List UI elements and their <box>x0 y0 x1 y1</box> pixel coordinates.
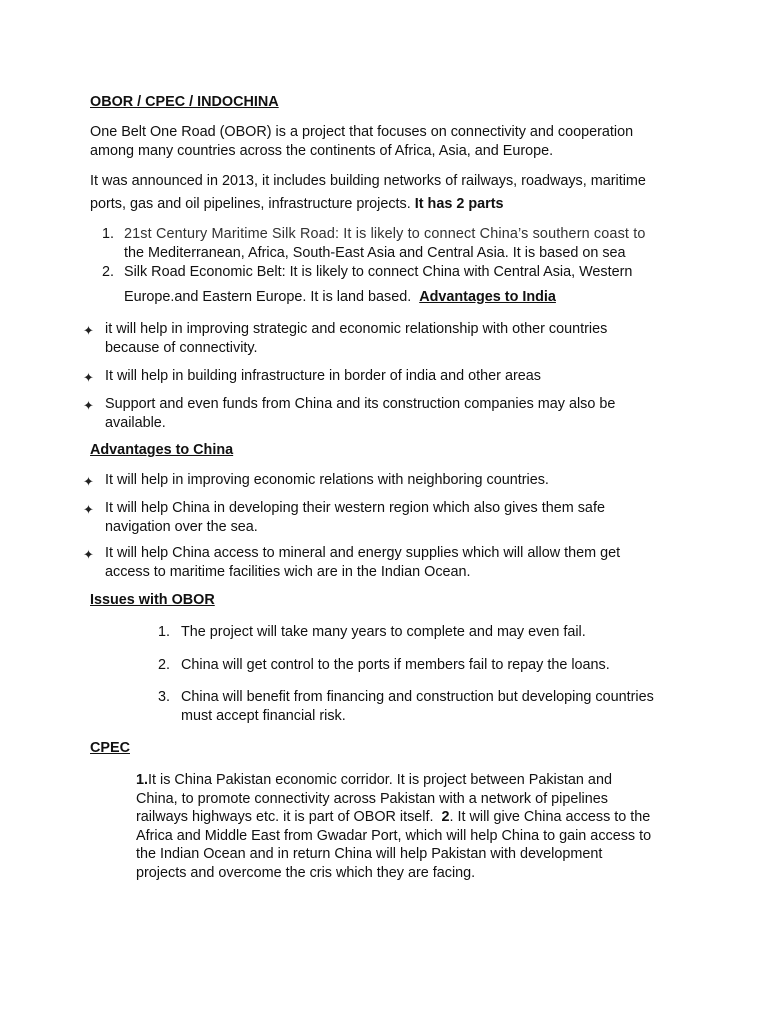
issue-2-number: 2. <box>158 657 171 673</box>
document-title: OBOR / CPEC / INDOCHINA <box>90 94 279 110</box>
intro-paragraph-2 <box>90 170 680 216</box>
cpec-line-2: China, to promote connectivity across Pakistan with a network of pipelines <box>136 791 608 807</box>
china-bullet-3-line1: It will help China access to mineral and energy supplies which will allow them get <box>105 545 621 561</box>
cpec-heading: CPEC <box>90 740 130 756</box>
cpec-line-4: Africa and Middle East from Gwadar Port, which will help China to gain access to <box>136 828 652 844</box>
issues-heading: Issues with OBOR <box>90 592 215 608</box>
cpec-number-2: 2 <box>441 809 450 825</box>
issue-3-line1: China will benefit from financing and construction but developing countries <box>181 689 654 705</box>
parts-item-2-number: 2. <box>102 264 115 280</box>
bullet-icon: ✦ <box>83 370 94 385</box>
advantages-india-heading: Advantages to India <box>419 289 556 305</box>
china-bullet-2-line2: navigation over the sea. <box>105 519 258 535</box>
parts-item-2-line2 <box>124 288 556 307</box>
intro-paragraph-2-bold: It has 2 parts <box>414 196 504 212</box>
bullet-icon: ✦ <box>83 323 94 338</box>
cpec-line-6: projects and overcome the cris which they are facing. <box>136 865 476 881</box>
advantages-china-heading: Advantages to China <box>90 442 234 458</box>
parts-item-1-line1: 21st Century Maritime Silk Road: It is likely to connect China’s southern coast to <box>124 226 646 242</box>
cpec-line-1 <box>136 771 612 790</box>
cpec-line-5: the Indian Ocean and in return China will help Pakistan with development <box>136 846 603 862</box>
issue-2-line1: China will get control to the ports if members fail to repay the loans. <box>181 657 610 673</box>
issue-1-number: 1. <box>158 624 171 640</box>
india-bullet-2-line1: It will help in building infrastructure in border of india and other areas <box>105 368 541 384</box>
china-bullet-1-line1: It will help in improving economic relations with neighboring countries. <box>105 472 549 488</box>
india-bullet-3-line1: Support and even funds from China and its construction companies may also be <box>105 396 616 412</box>
cpec-number-1: 1. <box>136 772 149 788</box>
parts-item-2-line1: Silk Road Economic Belt: It is likely to connect China with Central Asia, Western <box>124 264 633 280</box>
cpec-line-3-text-a: railways highways etc. it is part of OBOR itself. <box>136 809 434 825</box>
bullet-icon: ✦ <box>83 547 94 562</box>
issue-3-number: 3. <box>158 689 171 705</box>
india-bullet-1-line2: because of connectivity. <box>105 340 258 356</box>
parts-item-1-line2: the Mediterranean, Africa, South-East Asia and Central Asia. It is based on sea <box>124 245 626 261</box>
issue-3-line2: must accept financial risk. <box>181 708 346 724</box>
intro-paragraph-1: One Belt One Road (OBOR) is a project that focuses on connectivity and cooperation among many countries across the continents of Africa, Asia, and Europe. <box>90 124 634 159</box>
bullet-icon: ✦ <box>83 474 94 489</box>
india-bullet-1-line1: it will help in improving strategic and economic relationship with other countries <box>105 321 608 337</box>
cpec-line-3 <box>136 808 650 827</box>
china-bullet-3-line2: access to maritime facilities wich are in the Indian Ocean. <box>105 564 471 580</box>
intro-paragraph-2-text: It was announced in 2013, it includes building networks of railways, roadways, maritime ports, gas and oil pipelines, infrastructure projects. <box>90 173 646 212</box>
parts-item-1-number: 1. <box>102 226 115 242</box>
cpec-line-3-text-b: . It will give China access to the <box>449 809 651 825</box>
india-bullet-3-line2: available. <box>105 415 166 431</box>
issue-1-line1: The project will take many years to complete and may even fail. <box>181 624 586 640</box>
bullet-icon: ✦ <box>83 502 94 517</box>
china-bullet-2-line1: It will help China in developing their western region which also gives them safe <box>105 500 605 516</box>
parts-item-2-line2-text: Europe.and Eastern Europe. It is land based. <box>124 289 412 305</box>
cpec-line-1-text: It is China Pakistan economic corridor. It is project between Pakistan and <box>148 772 612 788</box>
bullet-icon: ✦ <box>83 398 94 413</box>
